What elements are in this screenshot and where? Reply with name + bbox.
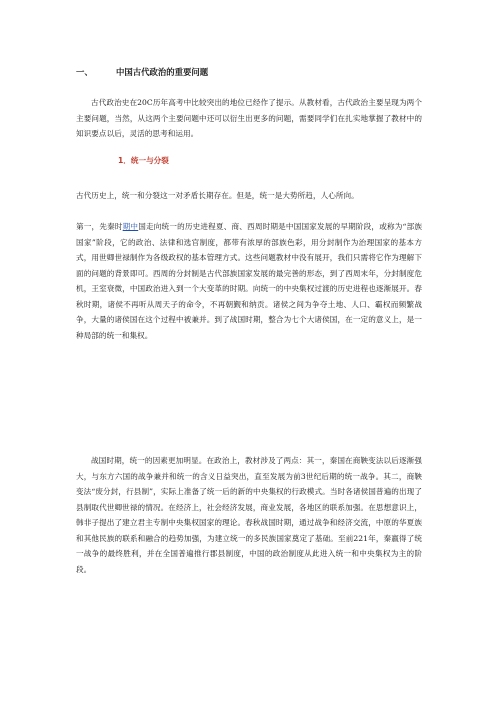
hyperlink[interactable]: 期中: [122, 222, 139, 231]
paragraph-first-rest: 国走向统一的历史进程夏、商、西周时期是中国国家发展的早期阶段，或称为“部族国家”阶段，它的政治、法律和选官制度，都带有浓厚的部族色彩，用分封制作为治理国家的基本方式，用世卿世禄制作为各级政权的基本管理方式。这些问题教材中没有展开，我们只需将它作为理解下面的问题的背景即可。西周的分封制是古代部族国家发展的最完善的形态，到了西周末年，分封制度危机，王室衰微，中国政治进入到一个大变革的时期。向统一的中央集权过渡的历史进程也逐渐展开。春秋时期，诸侯不再听从周天子的命令，不再朝觐和纳贡。诸侯之间为争夺土地、人口、霸权而频繁战争，大量的诸侯国在这个过程中被兼并。到了战国时期，整合为七个大诸侯国，在一定的意义上，是一种局部的统一和集权。: [76, 222, 423, 340]
subsection-title: 1．统一与分裂: [118, 156, 169, 165]
section-number: 一、: [76, 67, 93, 77]
paragraph-second: 战国时期，统一的因素更加明显。在政治上，教材涉及了两点：其一，秦国在商鞅变法以后逐渐强大，与东方六国的战争兼并和统一的含义日益突出，直至发展为前3世纪后期的统一战争。其二，商鞅变法“废分封，行县制”，实际上准备了统一后的新的中央集权的行政模式。当时各诸侯国普遍的出现了县制取代世卿世禄的情况。在经济上，社会经济发展，商业发展，各地区的联系加强。在思想意识上，韩非子提出了建立君主专制中央集权国家的理论。春秋战国时期，通过战争和经济交流，中原的华夏族和其他民族的联系和融合的趋势加强，为建立统一的多民族国家奠定了基础。至前221年，秦嬴得了统一战争的最终胜利，并在全国普遍推行郡县制度，中国的政治制度从此进入统一和中央集权为主的阶段。: [76, 456, 422, 574]
paragraph-first-start: 第一，先秦时: [76, 222, 123, 231]
section-heading: [76, 66, 208, 78]
paragraph-first: [76, 219, 422, 343]
intro-paragraph: 古代政治史在20C历年高考中比较突出的地位已经作了提示。从教材看，古代政治主要呈现为两个主要问题，当然，从这两个主要问题中还可以衍生出更多的问题，需要同学们在扎实地掌握了教材中的知识要点以后，灵活的思考和运用。: [76, 98, 422, 138]
section-title: 中国古代政治的重要问题: [116, 67, 209, 77]
paragraph-line-1: 古代历史上，统一和分裂这一对矛盾长期存在。但是，统一是大势所趋，人心所向。: [76, 191, 359, 200]
